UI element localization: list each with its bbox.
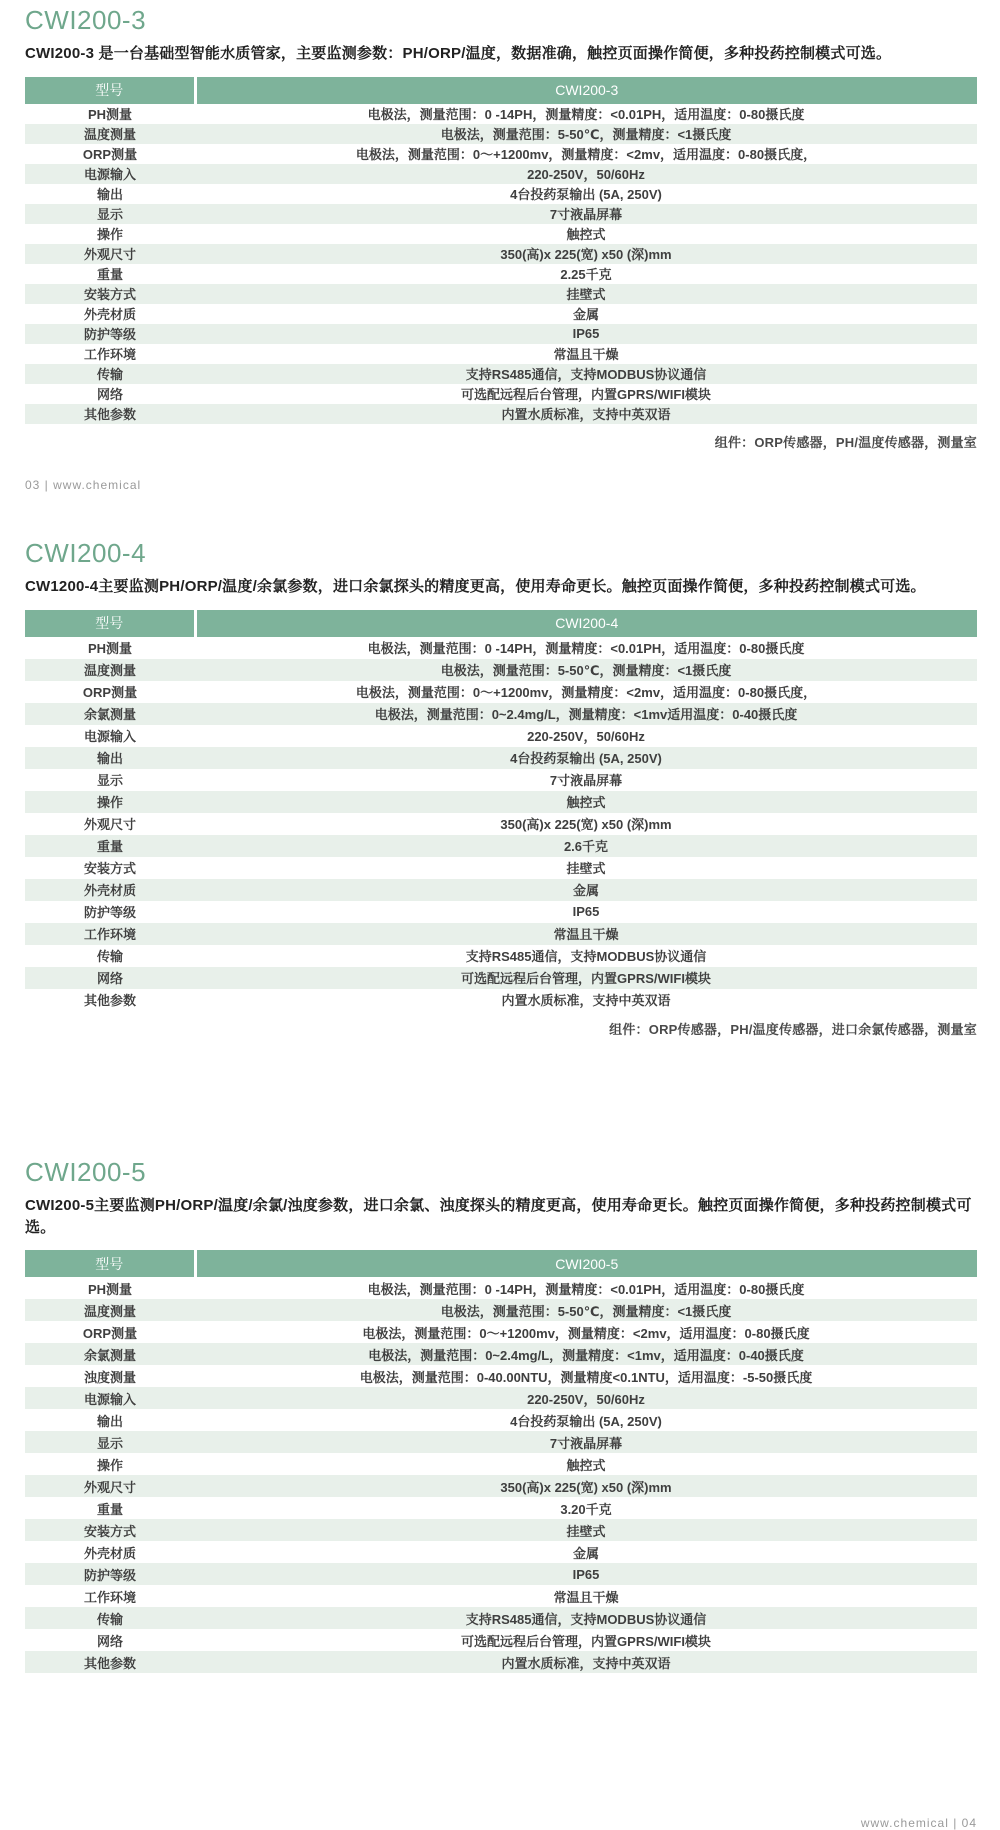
spec-label-cell: 电源输入: [83, 1391, 136, 1407]
table-row: [25, 144, 977, 164]
product-section-cwi200-4: [25, 539, 977, 1038]
table-row: [25, 124, 977, 144]
table-row: [25, 659, 977, 681]
spec-value-cell: 电极法，测量范围：0～+1200mv，测量精度：<2mv，适用温度：0-80摄氏度: [362, 1325, 810, 1341]
table-row: [25, 1321, 977, 1343]
spec-label-cell: 防护等级: [83, 1567, 136, 1583]
spec-label-cell: 传输: [96, 367, 123, 383]
spec-label-cell: 外壳材质: [83, 883, 136, 899]
spec-value-cell: 挂壁式: [566, 861, 606, 877]
table-row: [25, 967, 977, 989]
spec-value-cell: 电极法，测量范围：5-50℃，测量精度：<1摄氏度: [440, 127, 732, 143]
table-row: [25, 901, 977, 923]
spec-label-cell: 网络: [96, 971, 123, 987]
spec-label-cell: 电源输入: [83, 729, 136, 745]
spec-label-cell: 电源输入: [83, 167, 136, 183]
table-header-row: [25, 610, 977, 637]
spec-label-cell: 工作环境: [83, 1589, 136, 1605]
spec-label-cell: 外观尺寸: [83, 817, 136, 833]
spec-label-cell: ORP测量: [82, 685, 138, 701]
spec-label-cell: 安装方式: [83, 287, 136, 303]
spec-value-cell: 金属: [572, 883, 599, 899]
spec-label-cell: 网络: [96, 387, 123, 403]
table-row: [25, 1475, 977, 1497]
spec-label-cell: 输出: [96, 751, 123, 767]
spec-label-cell: 显示: [96, 773, 123, 789]
table-row: [25, 703, 977, 725]
spec-label-cell: 工作环境: [83, 927, 136, 943]
spec-value-cell: 可选配远程后台管理，内置GPRS/WIFI模块: [461, 1633, 711, 1649]
table-row: [25, 1365, 977, 1387]
spec-label-cell: ORP测量: [82, 147, 138, 163]
spec-value-cell: 350(高)x 225(宽) x50 (深)mm: [500, 247, 672, 263]
spec-value-cell: 触控式: [566, 1457, 606, 1473]
spec-value-cell: 3.20千克: [560, 1501, 612, 1517]
table-header-model-label: 型号: [25, 77, 195, 104]
spec-value-cell: 7寸液晶屏幕: [549, 207, 623, 223]
spec-label-cell: 安装方式: [83, 861, 136, 877]
page-title: CWI200-5: [25, 1156, 147, 1187]
spec-label-cell: 其他参数: [83, 1655, 136, 1671]
spec-label-cell: 温度测量: [83, 663, 136, 679]
table-row: [25, 1563, 977, 1585]
table-row: [25, 104, 977, 124]
table-row: [25, 637, 977, 659]
spec-label-cell: 操作: [96, 795, 123, 811]
table-row: [25, 264, 977, 284]
spec-value-cell: 220-250V，50/60Hz: [527, 1391, 645, 1407]
product-description: CW1200-4主要监测PH/ORP/温度/余氯参数，进口余氯探头的精度更高，使用寿命更长。触控页面操作简便，多种投药控制模式可选。: [25, 577, 926, 595]
spec-label-cell: 传输: [96, 949, 123, 965]
spec-value-cell: 350(高)x 225(宽) x50 (深)mm: [500, 817, 672, 833]
spec-value-cell: 7寸液晶屏幕: [549, 1435, 623, 1451]
spec-value-cell: 电极法，测量范围：5-50℃，测量精度：<1摄氏度: [440, 663, 732, 679]
table-row: [25, 1299, 977, 1321]
table-row: [25, 1431, 977, 1453]
table-row: [25, 384, 977, 404]
spec-value-cell: 可选配远程后台管理，内置GPRS/WIFI模块: [461, 971, 711, 987]
spec-value-cell: 220-250V，50/60Hz: [527, 729, 645, 745]
table-row: [25, 791, 977, 813]
spec-table: [25, 1250, 977, 1673]
table-row: [25, 204, 977, 224]
table-row: [25, 1453, 977, 1475]
spec-value-cell: 内置水质标准，支持中英双语: [501, 1655, 671, 1671]
clipped-page-footer-fragment: www.chemical | 04: [860, 1816, 977, 1830]
clipped-page-footer-fragment: 03 | www.chemical: [25, 477, 142, 492]
table-header-model-value: CWI200-3: [195, 77, 977, 104]
spec-label-cell: 工作环境: [83, 347, 136, 363]
components-footnote: 组件：ORP传感器，PH/温度传感器，进口余氯传感器，测量室: [609, 1021, 977, 1037]
spec-label-cell: 输出: [96, 1413, 123, 1429]
spec-value-cell: 电极法，测量范围：0～+1200mv，测量精度：<2mv，适用温度：0-80摄氏度，: [355, 147, 817, 163]
table-row: [25, 244, 977, 264]
page-title: CWI200-3: [25, 5, 147, 35]
components-footnote: 组件：ORP传感器，PH/温度传感器，测量室: [714, 434, 977, 450]
table-row: [25, 1387, 977, 1409]
spec-label-cell: PH测量: [87, 1281, 133, 1297]
table-header-model-value: CWI200-4: [195, 610, 977, 637]
table-row: [25, 1585, 977, 1607]
spec-value-cell: IP65: [572, 904, 600, 920]
table-row: [25, 364, 977, 384]
table-row: [25, 164, 977, 184]
table-row: [25, 747, 977, 769]
table-row: [25, 1519, 977, 1541]
table-row: [25, 284, 977, 304]
spec-value-cell: 4台投药泵输出 (5A, 250V): [510, 187, 662, 203]
product-section-cwi200-3: [25, 6, 977, 451]
spec-value-cell: 电极法，测量范围：5-50℃，测量精度：<1摄氏度: [440, 1303, 732, 1319]
spec-label-cell: 外观尺寸: [83, 1479, 136, 1495]
spec-table: [25, 610, 977, 1011]
spec-value-cell: 350(高)x 225(宽) x50 (深)mm: [500, 1479, 672, 1495]
spec-value-cell: 挂壁式: [566, 287, 606, 303]
spec-value-cell: 电极法，测量范围：0～+1200mv，测量精度：<2mv，适用温度：0-80摄氏度，: [355, 685, 817, 701]
spec-value-cell: 4台投药泵输出 (5A, 250V): [510, 1413, 662, 1429]
spec-label-cell: 操作: [96, 227, 123, 243]
table-row: [25, 1409, 977, 1431]
spec-value-cell: 电极法，测量范围：0-40.00NTU，测量精度<0.1NTU，适用温度：-5-50摄氏度: [359, 1369, 813, 1385]
spec-label-cell: 温度测量: [83, 127, 136, 143]
spec-label-cell: 外壳材质: [83, 307, 136, 323]
spec-label-cell: 重量: [96, 839, 123, 855]
table-row: [25, 1277, 977, 1299]
table-row: [25, 1343, 977, 1365]
spec-label-cell: ORP测量: [82, 1325, 138, 1341]
table-row: [25, 1607, 977, 1629]
spec-value-cell: 触控式: [566, 227, 606, 243]
table-row: [25, 344, 977, 364]
section-spacer: [25, 1038, 977, 1158]
spec-value-cell: 7寸液晶屏幕: [549, 773, 623, 789]
product-description: CWI200-3 是一台基础型智能水质管家，主要监测参数：PH/ORP/温度，数据准确，触控页面操作简便，多种投药控制模式可选。: [25, 45, 892, 63]
spec-value-cell: IP65: [572, 1566, 600, 1582]
spec-value-cell: 支持RS485通信，支持MODBUS协议通信: [465, 367, 707, 383]
table-header-model-label: 型号: [25, 610, 195, 637]
spec-value-cell: 可选配远程后台管理，内置GPRS/WIFI模块: [461, 387, 711, 403]
table-row: [25, 725, 977, 747]
spec-label-cell: 输出: [96, 187, 123, 203]
spec-label-cell: 传输: [96, 1611, 123, 1627]
table-row: [25, 857, 977, 879]
spec-value-cell: 内置水质标准，支持中英双语: [501, 407, 671, 423]
table-header-row: [25, 77, 977, 104]
spec-value-cell: 电极法，测量范围：0 -14PH，测量精度：<0.01PH，适用温度：0-80摄氏度: [367, 107, 805, 123]
spec-label-cell: 防护等级: [83, 905, 136, 921]
spec-value-cell: 触控式: [566, 795, 606, 811]
table-row: [25, 1651, 977, 1673]
table-row: [25, 1541, 977, 1563]
spec-value-cell: 2.25千克: [560, 267, 612, 283]
spec-table: [25, 77, 977, 424]
spec-label-cell: 外观尺寸: [83, 247, 136, 263]
spec-label-cell: 网络: [96, 1633, 123, 1649]
table-row: [25, 879, 977, 901]
table-row: [25, 184, 977, 204]
spec-label-cell: 重量: [96, 267, 123, 283]
spec-value-cell: 金属: [572, 307, 599, 323]
table-row: [25, 769, 977, 791]
spec-value-cell: 4台投药泵输出 (5A, 250V): [510, 751, 662, 767]
table-header-row: [25, 1250, 977, 1277]
product-description: CWI200-5主要监测PH/ORP/温度/余氯/浊度参数，进口余氯、浊度探头的精度更高，使用寿命更长。触控页面操作简便，多种投药控制模式可选。: [25, 1196, 972, 1236]
table-row: [25, 923, 977, 945]
spec-value-cell: 常温且干燥: [553, 1589, 619, 1605]
spec-value-cell: 支持RS485通信，支持MODBUS协议通信: [465, 1611, 707, 1627]
spec-label-cell: PH测量: [87, 107, 133, 123]
spec-value-cell: 挂壁式: [566, 1523, 606, 1539]
table-row: [25, 224, 977, 244]
spec-label-cell: 温度测量: [83, 1303, 136, 1319]
table-header-model-value: CWI200-5: [195, 1250, 977, 1277]
spec-label-cell: 操作: [96, 1457, 123, 1473]
spec-value-cell: 电极法，测量范围：0~2.4mg/L，测量精度：<1mv适用温度：0-40摄氏度: [374, 707, 798, 723]
table-row: [25, 404, 977, 424]
table-row: [25, 813, 977, 835]
spec-value-cell: 电极法，测量范围：0 -14PH，测量精度：<0.01PH，适用温度：0-80摄氏度: [367, 641, 805, 657]
table-row: [25, 304, 977, 324]
table-row: [25, 835, 977, 857]
spec-label-cell: 其他参数: [83, 407, 136, 423]
spec-label-cell: 余氯测量: [83, 707, 136, 723]
spec-value-cell: 常温且干燥: [553, 927, 619, 943]
section-spacer: [25, 485, 977, 539]
spec-label-cell: 外壳材质: [83, 1545, 136, 1561]
spec-value-cell: 电极法，测量范围：0 -14PH，测量精度：<0.01PH，适用温度：0-80摄氏度: [367, 1281, 805, 1297]
spec-label-cell: 重量: [96, 1501, 123, 1517]
spec-label-cell: PH测量: [87, 641, 133, 657]
spec-value-cell: 220-250V，50/60Hz: [527, 167, 645, 183]
spec-label-cell: 浊度测量: [83, 1369, 136, 1385]
spec-label-cell: 其他参数: [83, 993, 136, 1009]
spec-value-cell: 2.6千克: [563, 839, 609, 855]
table-header-model-label: 型号: [25, 1250, 195, 1277]
table-row: [25, 324, 977, 344]
spec-value-cell: IP65: [572, 326, 600, 342]
spec-value-cell: 支持RS485通信，支持MODBUS协议通信: [465, 949, 707, 965]
spec-value-cell: 电极法，测量范围：0~2.4mg/L，测量精度：<1mv，适用温度：0-40摄氏度: [368, 1347, 804, 1363]
spec-label-cell: 余氯测量: [83, 1347, 136, 1363]
spec-label-cell: 安装方式: [83, 1523, 136, 1539]
table-row: [25, 945, 977, 967]
spec-value-cell: 内置水质标准，支持中英双语: [501, 993, 671, 1009]
spec-value-cell: 常温且干燥: [553, 347, 619, 363]
spec-label-cell: 显示: [96, 207, 123, 223]
product-section-cwi200-5: [25, 1158, 977, 1674]
table-row: [25, 1629, 977, 1651]
spec-value-cell: 金属: [572, 1545, 599, 1561]
page-title: CWI200-4: [25, 537, 147, 568]
spec-label-cell: 防护等级: [83, 327, 136, 343]
table-row: [25, 1497, 977, 1519]
table-row: [25, 989, 977, 1011]
spec-label-cell: 显示: [96, 1435, 123, 1451]
table-row: [25, 681, 977, 703]
